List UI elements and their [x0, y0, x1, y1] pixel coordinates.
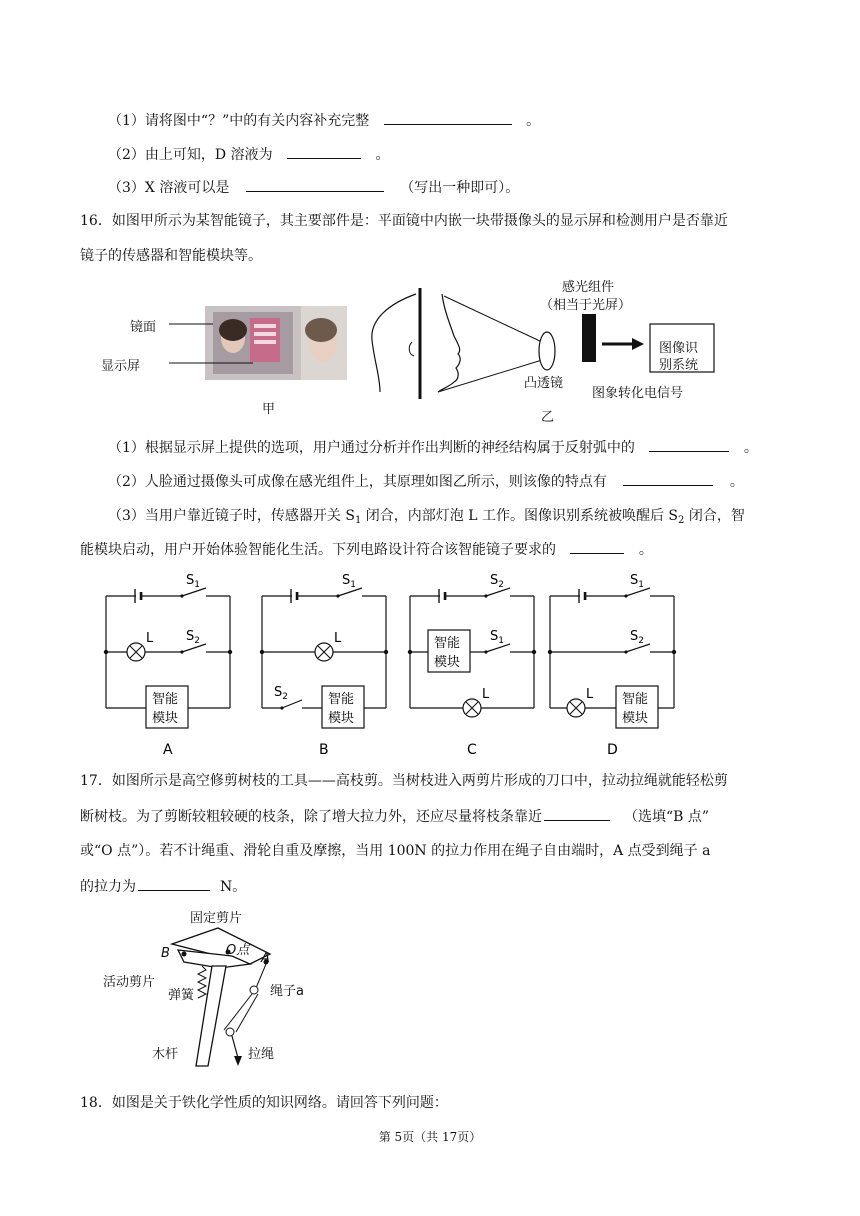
- switch-gap: [626, 592, 650, 600]
- recognition-label-2: 别系统: [659, 358, 699, 373]
- lens-label: 凸透镜: [524, 376, 564, 391]
- junction: [384, 650, 388, 654]
- pull-arrow-icon: [234, 1056, 242, 1066]
- q17-line2: [80, 806, 709, 827]
- switch-gap: [182, 592, 206, 600]
- q15-part2: [108, 144, 390, 165]
- switch-label: $S_2$: [630, 629, 644, 646]
- head-outline: [372, 294, 416, 392]
- module-label: 模块: [622, 711, 649, 726]
- q16-part1: [108, 437, 758, 458]
- switch-gap: [486, 648, 510, 656]
- q15-part1-text: （1）请将图中“？”中的有关内容补充完整: [108, 113, 370, 129]
- sensor-label-1: 感光组件: [562, 280, 615, 295]
- q17-line4-text: 的拉力为: [80, 879, 136, 895]
- battery-gap: [292, 588, 296, 604]
- b-point-label: B: [161, 946, 170, 961]
- option-label: B: [319, 742, 329, 758]
- q15-part1: [108, 110, 540, 131]
- rope-a-label: 绳子a: [270, 984, 304, 999]
- q17-blank1[interactable]: [544, 806, 610, 821]
- q17-line2-text: 断树枝。为了剪断较粗较硬的枝条，除了增大拉力外，还应尽量将枝条靠近: [80, 809, 542, 825]
- spring-label: 弹簧: [168, 988, 195, 1003]
- q16-part3-blank[interactable]: [570, 539, 624, 554]
- q16-part2-blank[interactable]: [623, 471, 713, 486]
- q17-number: 17．: [80, 773, 112, 789]
- face-profile: [438, 294, 460, 392]
- q15-part3-text: （3）X 溶液可以是: [108, 180, 230, 196]
- lamp-label: L: [146, 631, 154, 646]
- convex-lens: [539, 332, 555, 370]
- junction: [228, 650, 232, 654]
- q16-stem-line1: [80, 211, 728, 231]
- arrow-icon: [632, 338, 644, 350]
- pole-label: 木杆: [152, 1047, 179, 1062]
- q16-part3-text-c: 闭合，智: [684, 508, 745, 524]
- page-footer: 第 5页（共 17页）: [378, 1130, 482, 1144]
- q16-stem-text1: 如图甲所示为某智能镜子，其主要部件是：平面镜中内嵌一块带摄像头的显示屏和检测用户是否靠近: [111, 213, 728, 229]
- q17-line2-end: （选填“B 点”: [624, 809, 710, 825]
- sensor-label-2: （相当于光屏）: [540, 298, 632, 313]
- screen-label: 显示屏: [101, 359, 141, 374]
- module-label: 智能: [152, 692, 179, 707]
- junction: [532, 650, 536, 654]
- module-label: 智能: [328, 692, 355, 707]
- q16-part1-text: （1）根据显示屏上提供的选项，用户通过分析并作出判断的神经结构属于反射弧中的: [108, 440, 635, 456]
- q16-part3-text-b: 闭合，内部灯泡 L 工作。图像识别系统被唤醒后 S: [361, 508, 679, 524]
- switch-gap: [182, 648, 206, 656]
- q16-part3-text-a: （3）当用户靠近镜子时，传感器开关 S: [108, 508, 355, 524]
- q15-part1-end: 。: [526, 113, 541, 129]
- convert-label: 图象转化电信号: [592, 386, 684, 401]
- switch-gap: [626, 648, 650, 656]
- circuit-options: [96, 570, 696, 760]
- q16-part3-line2-text: 能模块启动，用户开始体验智能化生活。下列电路设计符合该智能镜子要求的: [80, 542, 556, 558]
- switch-gap: [486, 592, 510, 600]
- q16-part3-line2: [80, 539, 653, 560]
- q16-stem-line2: 镜子的传感器和智能模块等。: [80, 248, 262, 264]
- q16-part2: [108, 471, 744, 492]
- q18-stem: [80, 1093, 448, 1113]
- module-label: 模块: [434, 655, 461, 670]
- option-label: D: [607, 742, 618, 758]
- switch-gap: [338, 592, 362, 600]
- pull-rope-label: 拉绳: [248, 1047, 275, 1062]
- switch-label: $S_1$: [490, 629, 504, 646]
- a-point-label: A: [261, 951, 270, 966]
- moving-blade-label: 活动剪片: [103, 975, 156, 990]
- q18-number: 18．: [80, 1095, 112, 1111]
- battery-gap: [440, 588, 444, 604]
- lamp-label: L: [482, 687, 490, 702]
- o-point-label: O点: [226, 943, 250, 958]
- switch-label: $S_1$: [186, 573, 200, 590]
- junction: [260, 650, 264, 654]
- q16-part3-line1: [108, 506, 745, 531]
- q16-number: 16．: [80, 213, 112, 229]
- figure-yi-caption: 乙: [541, 410, 555, 425]
- q15-part3-end: （写出一种即可）。: [400, 180, 520, 196]
- switch-label: $S_2$: [186, 629, 200, 646]
- battery-gap: [580, 588, 584, 604]
- mirror-label: 镜面: [130, 320, 157, 335]
- q17-line1: [80, 771, 728, 791]
- q15-part2-text: （2）由上可知，D 溶液为: [108, 147, 273, 163]
- option-label: A: [163, 742, 173, 758]
- switch-label: $S_2$: [274, 685, 288, 702]
- module-label: 智能: [434, 636, 461, 651]
- battery-gap: [136, 588, 140, 604]
- q16-part1-end: 。: [743, 440, 758, 456]
- switch-label: $S_1$: [630, 573, 644, 590]
- q15-part2-end: 。: [375, 147, 390, 163]
- q18-stem-text: 如图是关于铁化学性质的知识网络。请回答下列问题：: [111, 1095, 448, 1111]
- figure-jia-caption: 甲: [262, 402, 276, 417]
- q16-part3-line2-end: 。: [638, 542, 653, 558]
- junction: [408, 650, 412, 654]
- q16-part2-text: （2）人脸通过摄像头可成像在感光组件上，其原理如图乙所示，则该像的特点有: [108, 474, 607, 490]
- pulley-icon: [250, 986, 258, 994]
- s2-subscript: 2: [678, 515, 685, 526]
- q17-blank2[interactable]: [138, 876, 210, 891]
- lamp-label: L: [334, 631, 342, 646]
- fixed-blade-label: 固定剪片: [190, 911, 243, 926]
- recognition-label-1: 图像识: [659, 341, 699, 356]
- q15-part3-blank[interactable]: [246, 177, 384, 192]
- module-label: 模块: [328, 711, 355, 726]
- junction: [672, 650, 676, 654]
- switch-gap: [282, 704, 302, 712]
- junction: [104, 650, 108, 654]
- q15-part2-blank[interactable]: [287, 144, 361, 159]
- module-label: 智能: [622, 692, 649, 707]
- lamp-label: L: [586, 687, 594, 702]
- q16-part2-end: 。: [729, 474, 744, 490]
- sensor-plate: [582, 314, 596, 362]
- switch-label: $S_1$: [342, 573, 356, 590]
- switch-label: $S_2$: [490, 573, 504, 590]
- spring-icon: [198, 966, 206, 998]
- q15-part1-blank[interactable]: [384, 110, 512, 125]
- q15-part3: [108, 177, 519, 198]
- q17-line4-end: N。: [220, 879, 247, 895]
- q16-part1-blank[interactable]: [649, 437, 729, 452]
- q17-line1-text: 如图所示是高空修剪树枝的工具——高枝剪。当树枝进入两剪片形成的刀口中，拉动拉绳就能轻松剪: [111, 773, 728, 789]
- s1-subscript: 1: [354, 515, 362, 526]
- module-label: 模块: [152, 711, 179, 726]
- q17-line3: 或“O 点”）。若不计绳重、滑轮自重及摩擦，当用 100N 的拉力作用在绳子自由端时，A 点受到绳子 a: [80, 843, 711, 859]
- junction: [548, 650, 552, 654]
- option-label: C: [467, 742, 477, 758]
- q17-line4: [80, 876, 246, 897]
